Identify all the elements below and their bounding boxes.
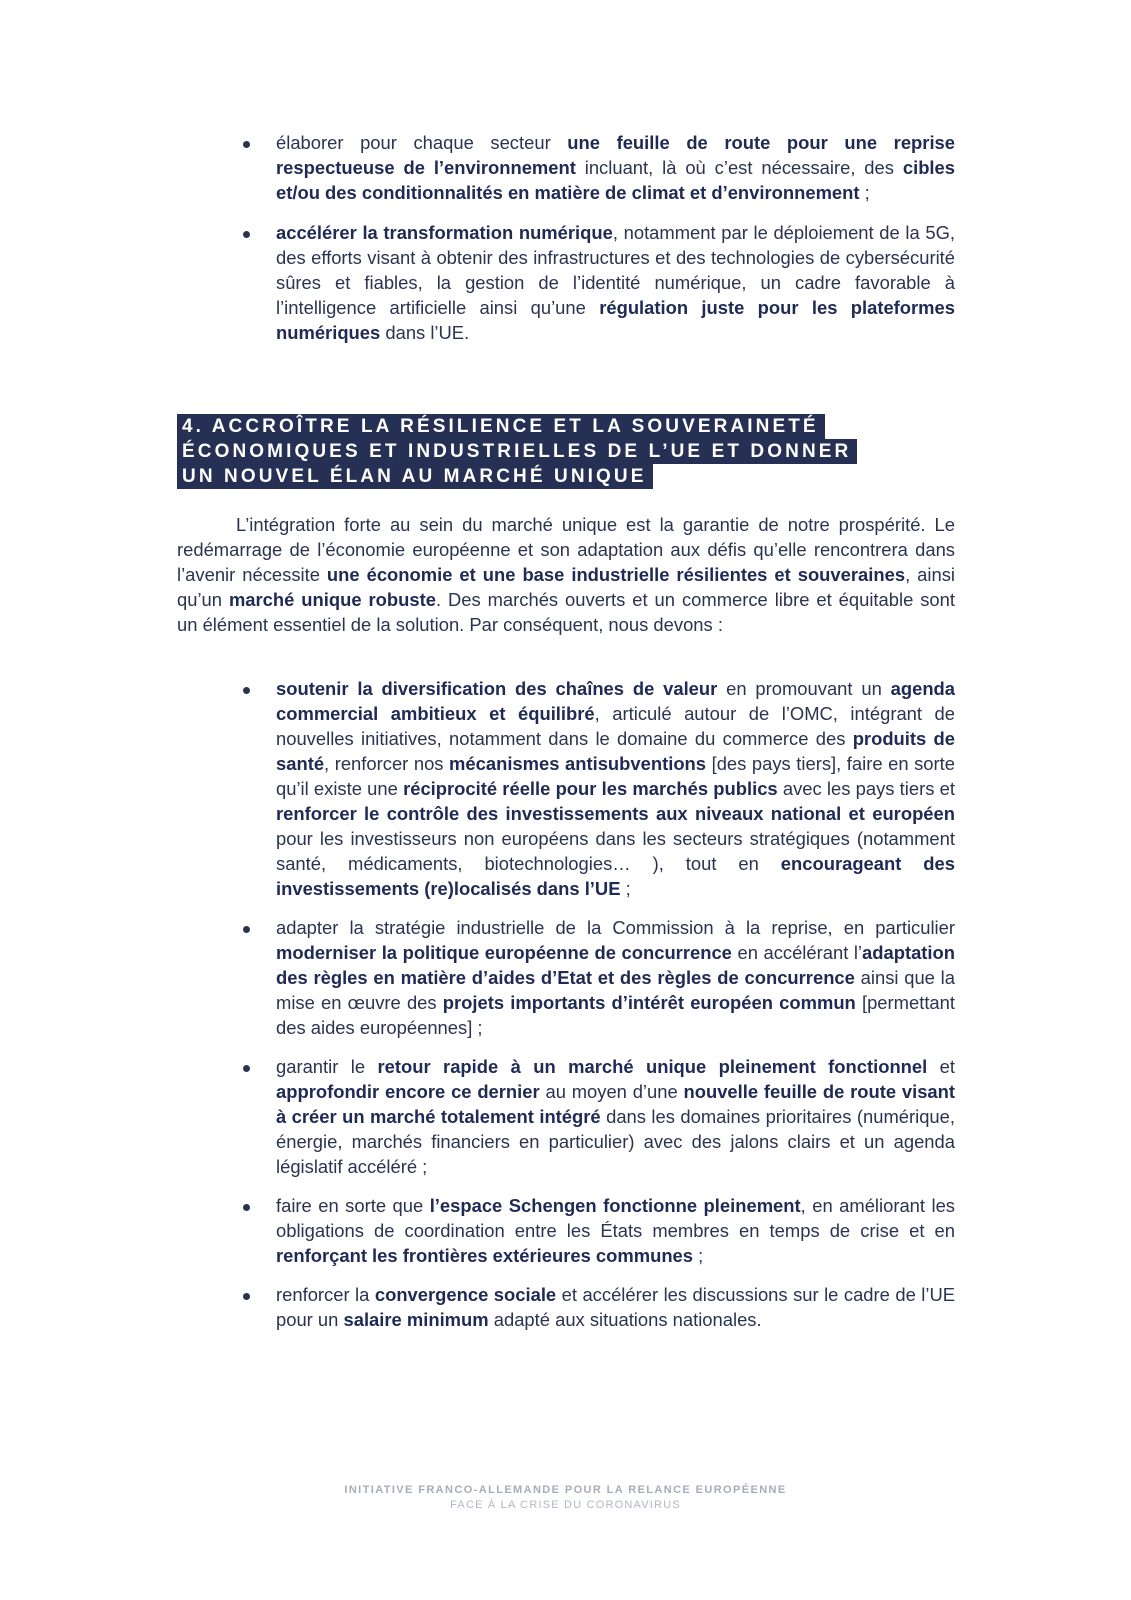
emphasis-text: retour rapide à un marché unique pleinement fonctionnel bbox=[377, 1056, 928, 1077]
body-text: pour les investisseurs non européens dans les secteurs stratégiques (notamment santé, médicaments, biotechnologies… ), tout en bbox=[276, 828, 955, 874]
bullet-item bbox=[243, 1282, 955, 1332]
emphasis-text: réciprocité réelle pour les marchés publics bbox=[403, 778, 778, 799]
bullet-dot-icon bbox=[243, 1204, 250, 1211]
section-heading bbox=[177, 414, 917, 489]
emphasis-text: adaptation des règles en matière d’aides d’Etat et des règles de concurrence bbox=[276, 942, 956, 988]
heading-line: ÉCONOMIQUES ET INDUSTRIELLES DE L’UE ET DONNER bbox=[177, 439, 857, 464]
heading-line: 4. ACCROÎTRE LA RÉSILIENCE ET LA SOUVERAINETÉ bbox=[177, 414, 825, 439]
body-text: dans les domaines prioritaires (numérique, énergie, marchés financiers en particulier) avec des jalons clairs et un agenda législatif accéléré ; bbox=[276, 1106, 955, 1177]
bullet-text bbox=[276, 1193, 955, 1268]
emphasis-text: marché unique robuste bbox=[228, 589, 436, 610]
body-text: L’intégration forte au sein du marché unique est la garantie de notre prospérité. Le redémarrage de l’économie européenne et son adaptation aux défis qu’elle rencontrera dans l’avenir nécessite bbox=[177, 514, 955, 585]
body-text: et accélérer les discussions sur le cadre de l’UE pour un bbox=[276, 1284, 956, 1330]
bullet-item bbox=[243, 915, 955, 1040]
bullet-item bbox=[243, 130, 955, 205]
bullet-dot-icon bbox=[243, 1293, 250, 1300]
emphasis-text: projets importants d’intérêt européen commun bbox=[442, 992, 856, 1013]
bullet-text bbox=[276, 915, 955, 1040]
bullet-dot-icon bbox=[243, 687, 250, 694]
bullet-dot-icon bbox=[243, 926, 250, 933]
bullet-text bbox=[276, 1282, 955, 1332]
emphasis-text: moderniser la politique européenne de concurrence bbox=[276, 942, 732, 963]
emphasis-text: soutenir la diversification des chaînes de valeur bbox=[276, 678, 718, 699]
emphasis-text: cibles et/ou des conditionnalités en matière de climat et d’environnement bbox=[276, 157, 955, 203]
bullet-text bbox=[276, 130, 955, 205]
emphasis-text: convergence sociale bbox=[374, 1284, 557, 1305]
intro-paragraph bbox=[177, 512, 955, 637]
bullet-item bbox=[243, 1054, 955, 1179]
heading-line: UN NOUVEL ÉLAN AU MARCHÉ UNIQUE bbox=[177, 464, 653, 489]
emphasis-text: salaire minimum bbox=[343, 1309, 489, 1330]
body-text: . Des marchés ouverts et un commerce libre et équitable sont un élément essentiel de la solution. Par conséquent, nous devons : bbox=[177, 589, 956, 635]
emphasis-text: agenda commercial ambitieux et équilibré bbox=[276, 678, 956, 724]
body-text: ; bbox=[693, 1245, 704, 1266]
body-text: en accélérant l’ bbox=[731, 942, 863, 963]
bullet-item bbox=[243, 220, 955, 345]
emphasis-text: une feuille de route pour une reprise respectueuse de l’environnement bbox=[276, 132, 956, 178]
bullet-text bbox=[276, 1054, 955, 1179]
bullet-item bbox=[243, 1193, 955, 1268]
body-text: faire en sorte que bbox=[276, 1195, 430, 1216]
bullet-dot-icon bbox=[243, 141, 250, 148]
body-text: renforcer la bbox=[276, 1284, 375, 1305]
body-text: , renforcer nos bbox=[324, 753, 450, 774]
bullet-text bbox=[276, 676, 955, 901]
body-text: élaborer pour chaque secteur bbox=[276, 132, 568, 153]
body-text: au moyen d’une bbox=[539, 1081, 684, 1102]
emphasis-text: une économie et une base industrielle résilientes et souveraines bbox=[326, 564, 906, 585]
emphasis-text: renforcer le contrôle des investissements aux niveaux national et européen bbox=[276, 803, 955, 824]
body-text: adapter la stratégie industrielle de la Commission à la reprise, en particulier bbox=[276, 917, 955, 938]
emphasis-text: l’espace Schengen fonctionne pleinement bbox=[429, 1195, 801, 1216]
body-text: et bbox=[927, 1056, 955, 1077]
body-text: avec les pays tiers et bbox=[777, 778, 955, 799]
body-text: , en améliorant les obligations de coordination entre les États membres en temps de crise et en bbox=[276, 1195, 955, 1241]
body-text: garantir le bbox=[276, 1056, 378, 1077]
footer-title: INITIATIVE FRANCO-ALLEMANDE POUR LA RELANCE EUROPÉENNE bbox=[344, 1484, 787, 1496]
emphasis-text: encourageant des investissements (re)localisés dans l’UE bbox=[276, 853, 956, 899]
footer-subtitle: FACE À LA CRISE DU CORONAVIRUS bbox=[450, 1499, 681, 1511]
body-text: [permettant des aides européennes] ; bbox=[276, 992, 955, 1038]
body-text: , ainsi qu’un bbox=[177, 564, 955, 610]
emphasis-text: approfondir encore ce dernier bbox=[276, 1081, 540, 1102]
bullet-item bbox=[243, 676, 955, 901]
emphasis-text: produits de santé bbox=[276, 728, 956, 774]
bullet-list-top bbox=[243, 130, 955, 360]
body-text: , notamment par le déploiement de la 5G, des efforts visant à obtenir des infrastructures et des technologies de cybersécurité sûres et fiables, la gestion de l’identité numérique, un cadre favorable à l’intelligence artificielle ainsi qu’une bbox=[276, 222, 955, 318]
body-text: incluant, là où c’est nécessaire, des bbox=[575, 157, 903, 178]
body-text: , articulé autour de l’OMC, intégrant de nouvelles initiatives, notamment dans le domaine du commerce des bbox=[276, 703, 955, 749]
emphasis-text: nouvelle feuille de route visant à créer un marché totalement intégré bbox=[276, 1081, 956, 1127]
body-text: ; bbox=[859, 182, 870, 203]
emphasis-text: renforçant les frontières extérieures communes bbox=[276, 1245, 694, 1266]
bullet-dot-icon bbox=[243, 231, 250, 238]
emphasis-text: mécanismes antisubventions bbox=[449, 753, 707, 774]
body-text: adapté aux situations nationales. bbox=[488, 1309, 762, 1330]
bullet-list-bottom bbox=[243, 676, 955, 1346]
body-text: dans l’UE. bbox=[380, 322, 470, 343]
emphasis-text: régulation juste pour les plateformes numériques bbox=[276, 297, 955, 343]
body-text: ainsi que la mise en œuvre des bbox=[276, 967, 955, 1013]
body-text: ; bbox=[620, 878, 631, 899]
body-text: [des pays tiers], faire en sorte qu’il existe une bbox=[276, 753, 955, 799]
emphasis-text: accélérer la transformation numérique bbox=[276, 222, 613, 243]
bullet-dot-icon bbox=[243, 1065, 250, 1072]
body-text: en promouvant un bbox=[717, 678, 891, 699]
bullet-text bbox=[276, 220, 955, 345]
